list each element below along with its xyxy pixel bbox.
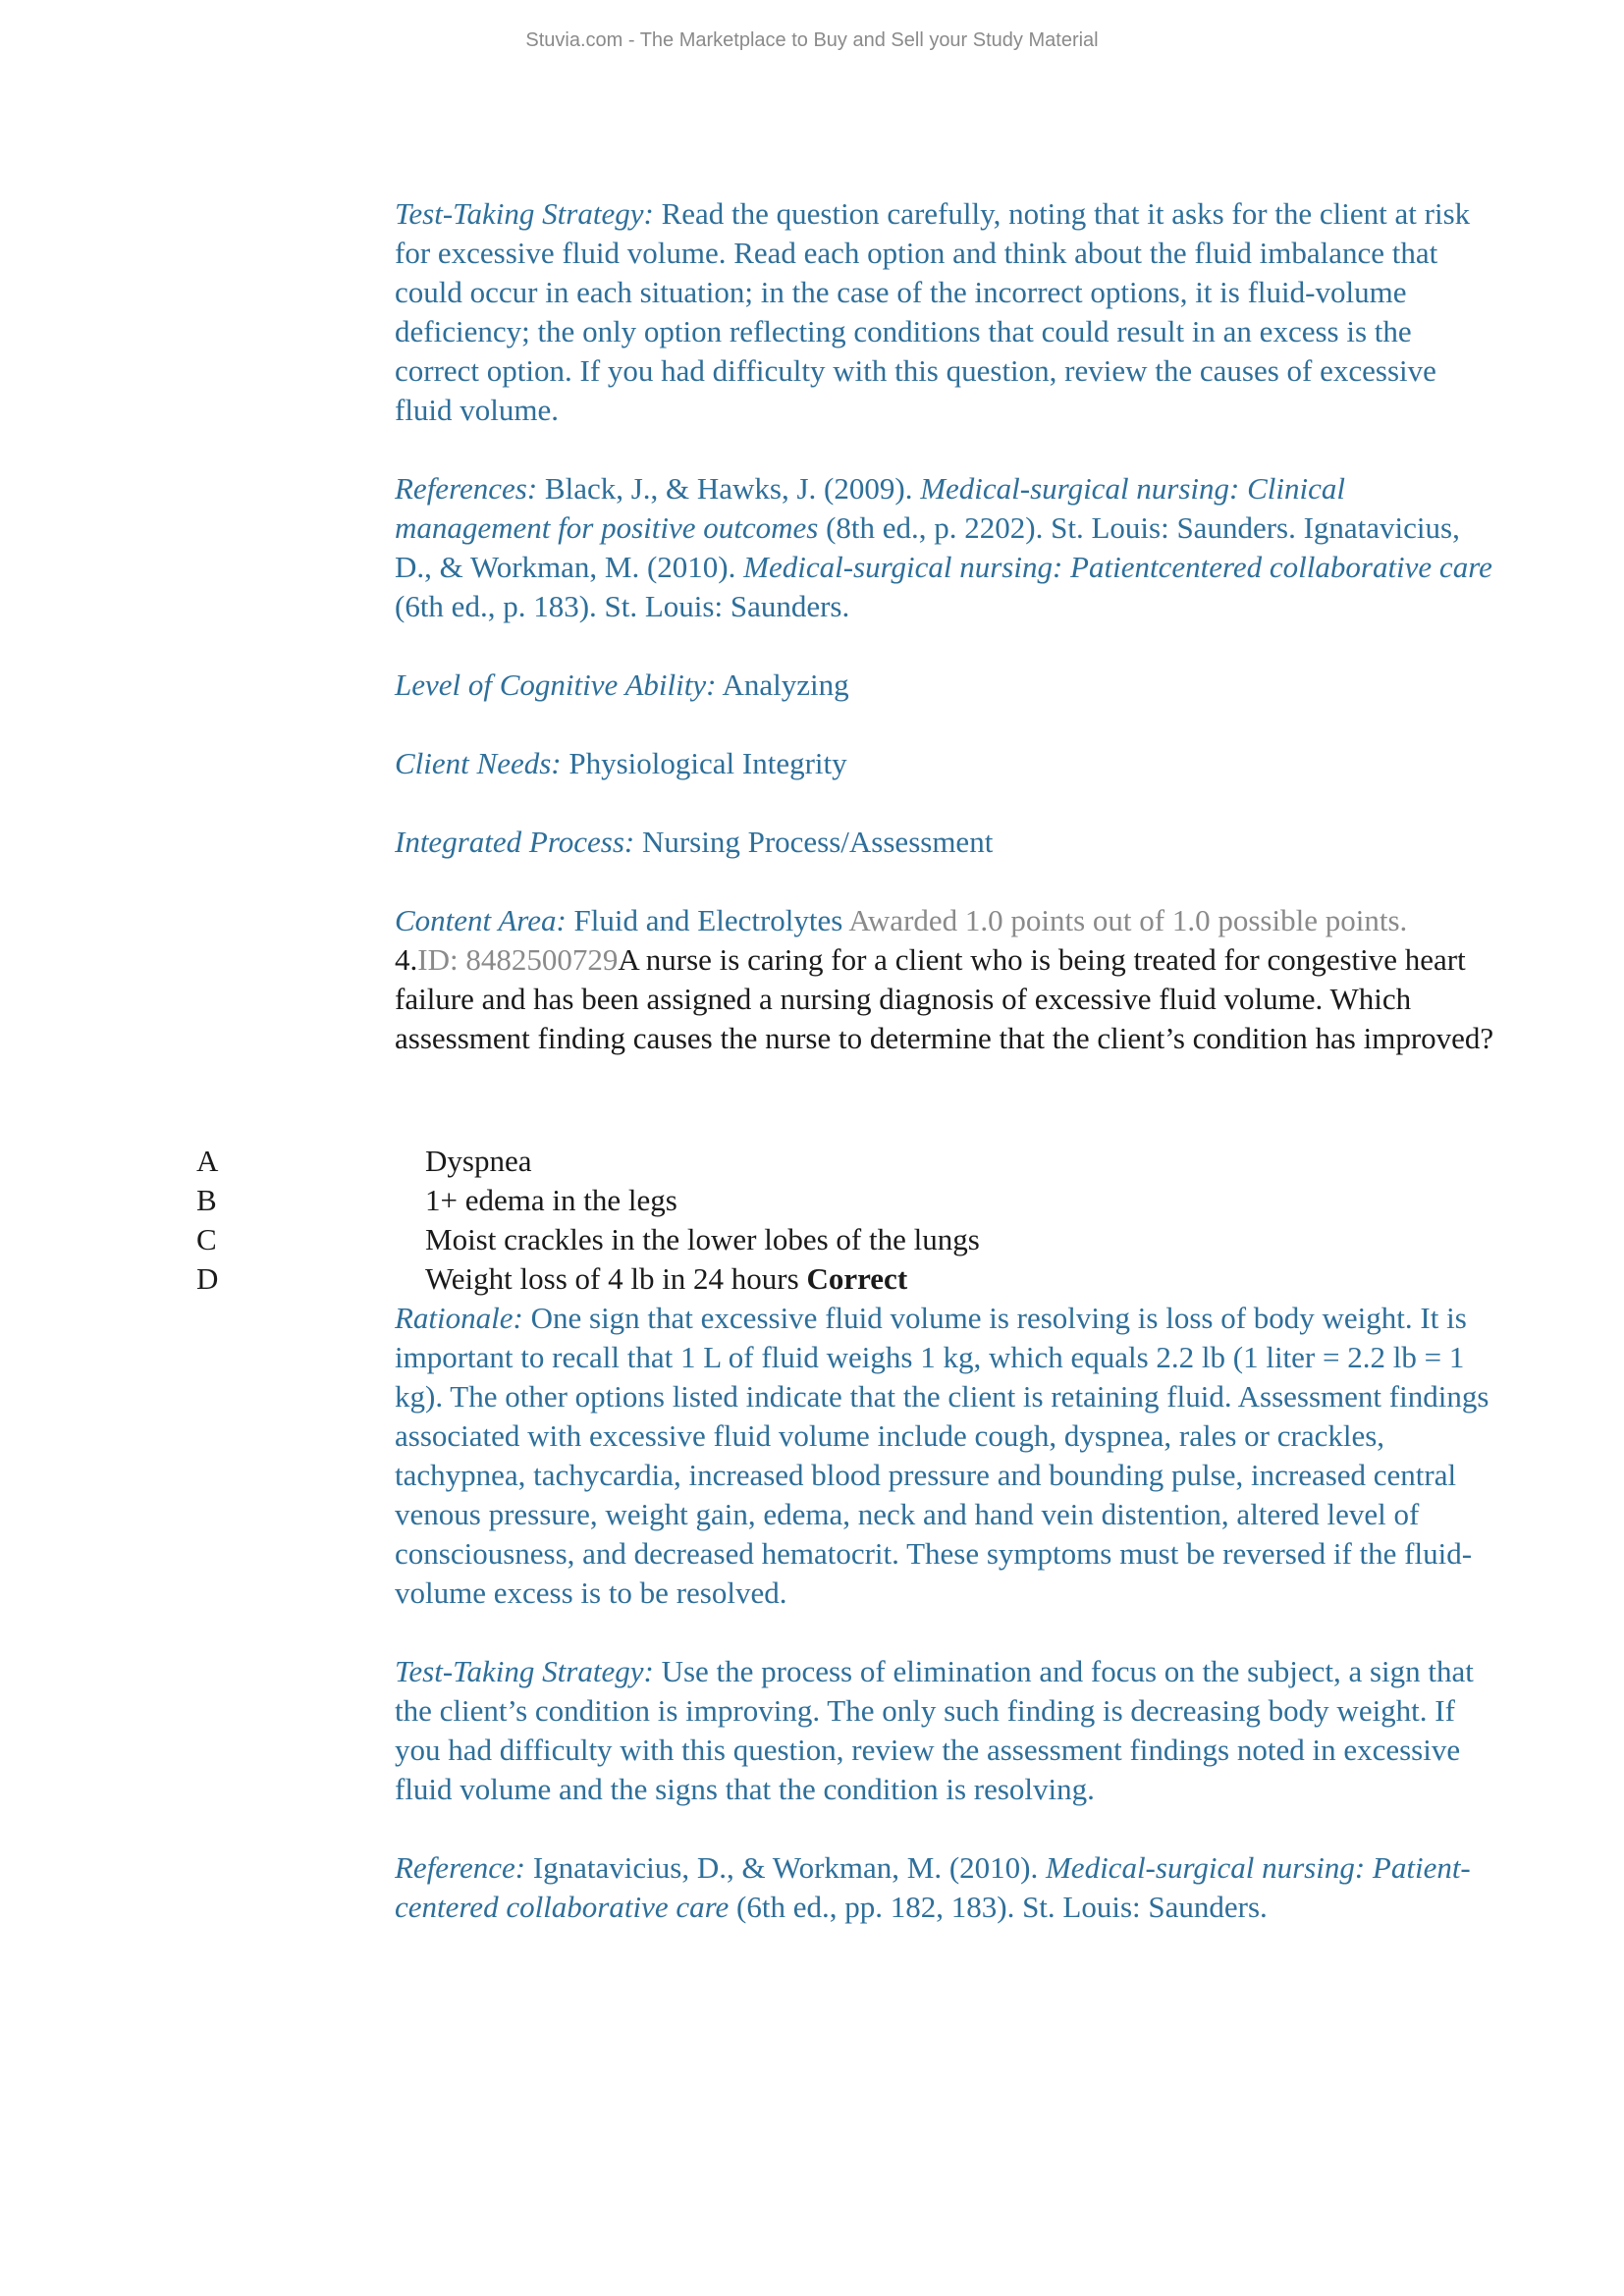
rationale — [395, 1299, 1494, 1613]
ref-after: (6th ed., pp. 182, 183). St. Louis: Saunders. — [729, 1890, 1268, 1924]
option-row[interactable] — [0, 1259, 1624, 1299]
ref-plain: Ignatavicius, D., & Workman, M. (2010). — [525, 1850, 1046, 1885]
site-header: Stuvia.com - The Marketplace to Buy and Sell your Study Material — [525, 29, 1099, 51]
ref1-title: Medical-surgical nursing: Clinical management for positive outcomes — [395, 471, 1346, 545]
integrated-process — [395, 823, 1494, 862]
tts2-label: Test-Taking Strategy: — [395, 1654, 654, 1688]
upper-content — [395, 194, 1494, 1058]
refs-label: References: — [395, 471, 538, 506]
ref-label: Reference: — [395, 1850, 526, 1885]
ca-value: Fluid and Electrolytes — [566, 903, 849, 937]
test-taking-strategy-1 — [395, 194, 1494, 430]
references-1 — [395, 469, 1494, 626]
cn-value: Physiological Integrity — [561, 746, 847, 780]
content-area — [395, 901, 1494, 940]
reference-2 — [395, 1848, 1494, 1927]
option-letter: D — [196, 1261, 219, 1296]
tts-label: Test-Taking Strategy: — [395, 196, 654, 231]
loca-value: Analyzing — [716, 667, 849, 702]
ip-label: Integrated Process: — [395, 825, 635, 859]
option-d-text: Weight loss of 4 lb in 24 hours — [425, 1261, 807, 1296]
test-taking-strategy-2 — [395, 1652, 1494, 1809]
cn-label: Client Needs: — [395, 746, 562, 780]
ref-title: Medical-surgical nursing: Patient-centered collaborative care — [395, 1850, 1471, 1924]
question-text: A nurse is caring for a client who is being treated for congestive heart failure and has been assigned a nursing diagnosis of excessive fluid volume. Which assessment finding causes the nurse to determine that the client’s condition has improved? — [395, 942, 1494, 1055]
ref1-after: (8th ed., p. 2202). St. Louis: Saunders. Ignatavicius, D., & Workman, M. (2010). — [395, 510, 1460, 584]
tts2-text: Use the process of elimination and focus on the subject, a sign that the client’s condition is improving. The only such finding is decreasing body weight. If you had difficulty with this question, review the assessment findings noted in excessive fluid volume and the signs that the condition is resolving. — [395, 1654, 1474, 1806]
ref2-after: (6th ed., p. 183). St. Louis: Saunders. — [395, 589, 850, 623]
rationale-text: One sign that excessive fluid volume is resolving is loss of body weight. It is important to recall that 1 L of fluid weighs 1 kg, which equals 2.2 lb (1 liter = 2.2 lb = 1 kg). The other options listed indicate that the client is retaining fluid. Assessment findings associated with excessive fluid volume include cough, dyspnea, rales or crackles, tachypnea, tachycardia, increased blood pressure and bounding pulse, increased central venous pressure, weight gain, edema, neck and hand vein distention, altered level of consciousness, and decreased hematocrit. These symptoms must be reversed if the fluid-volume excess is to be resolved. — [395, 1301, 1489, 1610]
question-number: 4. — [395, 942, 418, 977]
ip-value: Nursing Process/Assessment — [634, 825, 994, 859]
question-id: ID: 8482500729 — [417, 942, 619, 977]
awarded-points: Awarded 1.0 points out of 1.0 possible points. — [848, 903, 1408, 937]
option-letter: C — [196, 1222, 217, 1256]
option-row[interactable] — [0, 1142, 1624, 1181]
option-text — [425, 1259, 907, 1299]
rationale-label: Rationale: — [395, 1301, 523, 1335]
correct-label: Correct — [806, 1261, 908, 1296]
option-text: 1+ edema in the legs — [425, 1183, 677, 1217]
question-stem — [395, 940, 1494, 1058]
level-cognitive-ability — [395, 666, 1494, 705]
option-row[interactable] — [0, 1220, 1624, 1259]
option-letter: B — [196, 1183, 217, 1217]
option-text: Dyspnea — [425, 1144, 532, 1178]
ref1-plain: Black, J., & Hawks, J. (2009). — [537, 471, 921, 506]
client-needs — [395, 744, 1494, 783]
lower-content — [395, 1299, 1494, 1966]
option-text: Moist crackles in the lower lobes of the lungs — [425, 1222, 980, 1256]
option-row[interactable] — [0, 1181, 1624, 1220]
ca-label: Content Area: — [395, 903, 567, 937]
option-letter: A — [196, 1144, 219, 1178]
tts-text: Read the question carefully, noting that it asks for the client at risk for excessive fluid volume. Read each option and think about the fluid imbalance that could occur in each situation; in the case of the incorrect options, it is fluid-volume deficiency; the only option reflecting conditions that could result in an excess is the correct option. If you had difficulty with this question, review the causes of excessive fluid volume. — [395, 196, 1471, 427]
ref2-title: Medical-surgical nursing: Patientcentered collaborative care — [743, 550, 1492, 584]
loca-label: Level of Cognitive Ability: — [395, 667, 717, 702]
